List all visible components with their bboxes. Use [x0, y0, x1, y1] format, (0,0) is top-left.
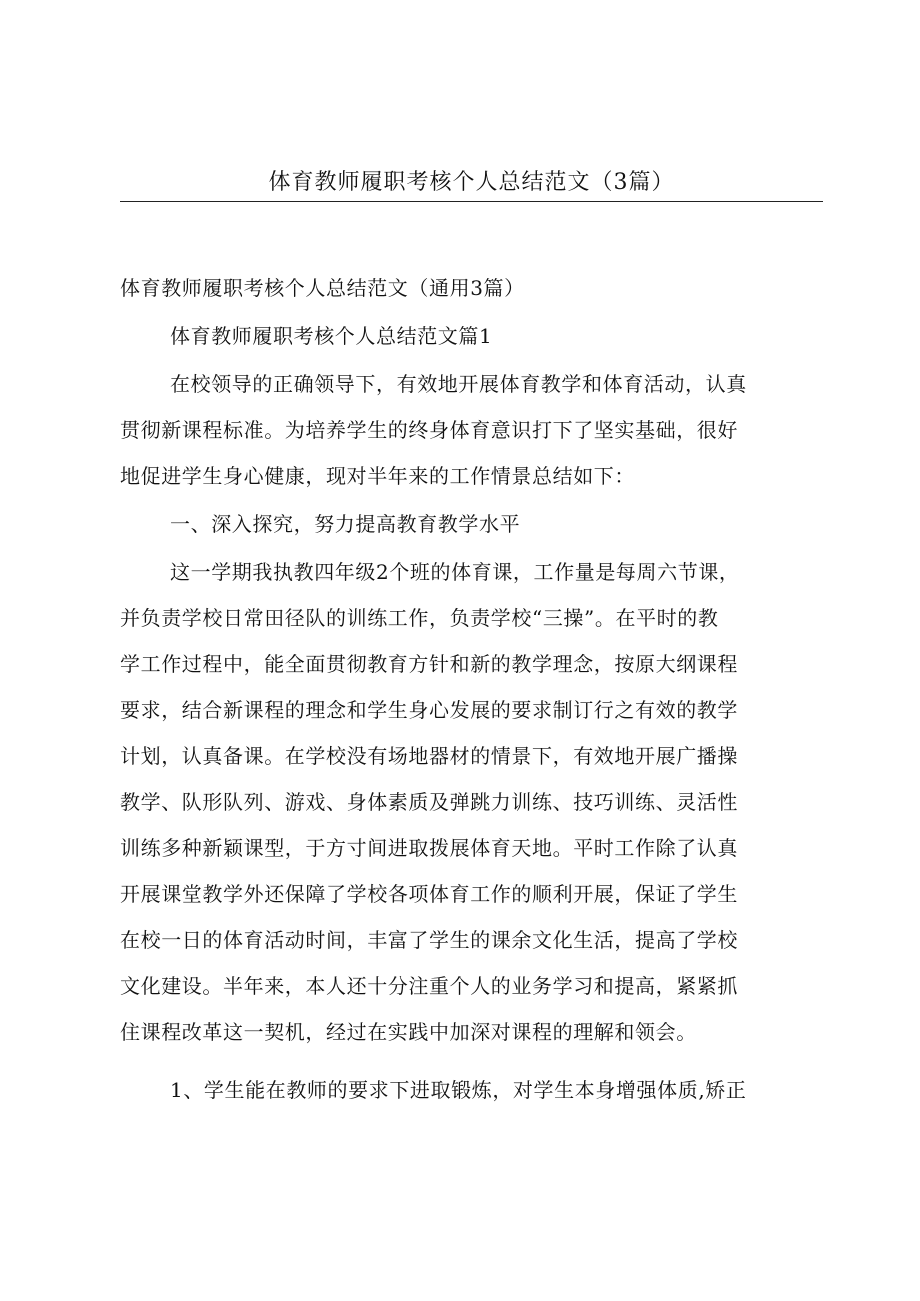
heading-1: 一、深入探究，努力提高教育教学水平	[170, 512, 521, 536]
subtitle-line: 体育教师履职考核个人总结范文（通用3篇）	[120, 276, 525, 300]
paragraph-line: 并负责学校日常田径队的训练工作，负责学校“三操”。在平时的教	[120, 606, 719, 630]
document-title: 体育教师履职考核个人总结范文（3篇）	[268, 170, 675, 195]
paragraph-line: 计划，认真备课。在学校没有场地器材的情景下，有效地开展广播操	[120, 744, 738, 768]
paragraph-2	[120, 549, 823, 1055]
paragraph-line: 开展课堂教学外还保障了学校各项体育工作的顺利开展，保证了学生	[120, 882, 738, 906]
list-item-1: 1、学生能在教师的要求下进取锻炼，对学生本身增强体质,矫正	[170, 1078, 747, 1102]
paragraph-line: 住课程改革这一契机，经过在实践中加深对课程的理解和领会。	[120, 1020, 697, 1044]
paragraph-line: 学工作过程中，能全面贯彻教育方针和新的教学理念，按原大纲课程	[120, 652, 738, 676]
paragraph-line: 在校一日的体育活动时间，丰富了学生的课余文化生活，提高了学校	[120, 928, 738, 952]
paragraph-line: 要求，结合新课程的理念和学生身心发展的要求制订行之有效的教学	[120, 698, 738, 722]
paragraph-line: 贯彻新课程标准。为培养学生的终身体育意识打下了坚实基础，很好	[120, 418, 738, 442]
paragraph-line: 训练多种新颖课型，于方寸间进取拨展体育天地。平时工作除了认真	[120, 836, 738, 860]
paragraph-line: 这一学期我执教四年级2个班的体育课，工作量是每周六节课，	[170, 560, 740, 584]
paragraph-line: 文化建设。半年来，本人还十分注重个人的业务学习和提高，紧紧抓	[120, 974, 738, 998]
document-body	[120, 265, 823, 1113]
paragraph-line: 在校领导的正确领导下，有效地开展体育教学和体育活动，认真	[170, 372, 747, 396]
paragraph-line: 地促进学生身心健康，现对半年来的工作情景总结如下：	[120, 464, 635, 488]
paragraph-1	[120, 361, 823, 499]
section-title: 体育教师履职考核个人总结范文篇1	[170, 324, 493, 348]
paragraph-line: 教学、队形队列、游戏、身体素质及弹跳力训练、技巧训练、灵活性	[120, 790, 738, 814]
title-underline	[120, 201, 823, 202]
